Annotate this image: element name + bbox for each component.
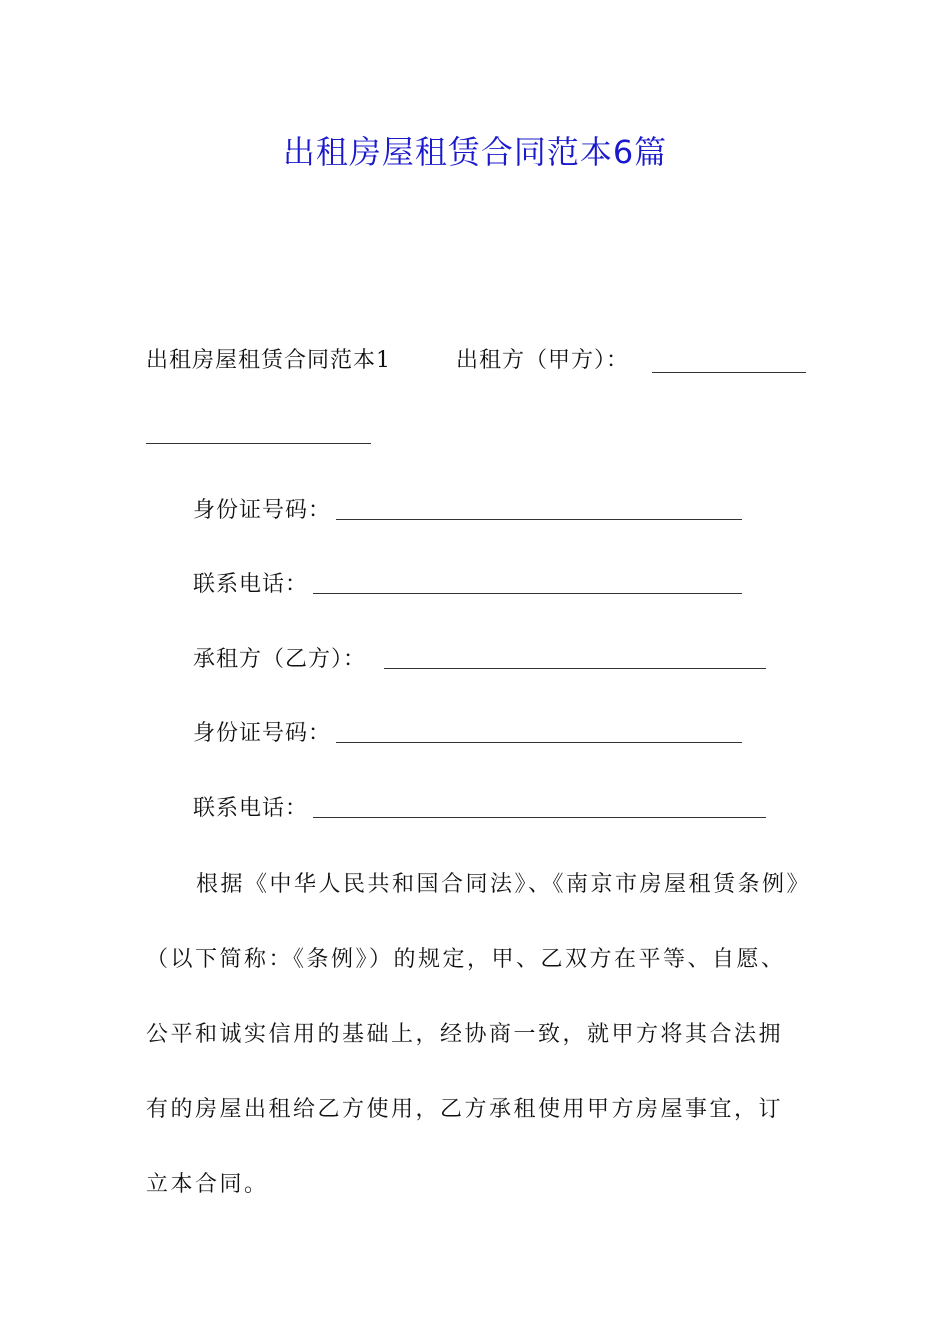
contract-preamble-paragraph xyxy=(146,847,806,1222)
section-heading: 出租房屋租赁合同范本1 xyxy=(146,348,391,373)
lessor-phone-blank xyxy=(313,593,742,594)
lessor-id-blank xyxy=(336,519,742,520)
lessor-phone-label: 联系电话： xyxy=(193,572,309,597)
lessor-label: 出租方（甲方）： xyxy=(456,348,630,373)
lessee-phone-label: 联系电话： xyxy=(193,796,309,821)
document-title: 出租房屋租赁合同范本6篇 xyxy=(282,133,668,171)
lessor-id-label: 身份证号码： xyxy=(193,498,332,523)
lessee-id-label: 身份证号码： xyxy=(193,721,332,746)
lessee-id-blank xyxy=(336,742,742,743)
lessee-phone-blank xyxy=(313,817,766,818)
lessee-label: 承租方（乙方）： xyxy=(193,647,367,672)
lessor-blank xyxy=(652,372,806,373)
lessee-blank xyxy=(384,668,766,669)
lessor-blank-continued xyxy=(146,443,371,444)
contract-preamble-text: 根据《中华人民共和国合同法》、《南京市房屋租赁条例》（以下简称：《条例》）的规定，甲、乙双方在平等、自愿、公平和诚实信用的基础上，经协商一致，就甲方将其合法拥有的房屋出租给乙方使用，乙方承租使用甲方房屋事宜，订立本合同。 xyxy=(146,872,801,1197)
